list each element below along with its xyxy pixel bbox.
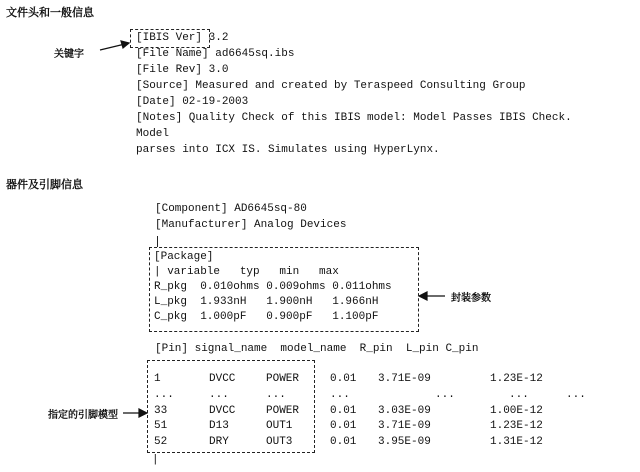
section-heading-component: 器件及引脚信息 bbox=[6, 178, 83, 191]
notes-line-cont: Model bbox=[136, 128, 170, 140]
component-line: [Component] AD6645sq-80 bbox=[155, 203, 307, 215]
lpin-cell: 3.71E-09 bbox=[378, 373, 431, 385]
file-name-line: [File Name] ad6645sq.ibs bbox=[136, 48, 295, 60]
keyword-annotation: 关键字 bbox=[54, 49, 84, 60]
package-title: [Package] bbox=[154, 251, 214, 263]
lpin-cell: ... bbox=[435, 389, 455, 401]
cpin-cell: 1.23E-12 bbox=[490, 420, 543, 432]
lpin-cell: 3.95E-09 bbox=[378, 436, 431, 448]
rpin-cell: 0.01 bbox=[330, 436, 357, 448]
connector-line bbox=[157, 236, 158, 247]
signal-cell: DVCC bbox=[209, 405, 236, 417]
manufacturer-line: [Manufacturer] Analog Devices bbox=[155, 219, 347, 231]
rpin-cell: ... bbox=[330, 389, 350, 401]
model-cell: OUT1 bbox=[266, 420, 293, 432]
package-row-l: L_pkg 1.933nH 1.900nH 1.966nH bbox=[154, 296, 379, 308]
trailing-dots: ... bbox=[566, 389, 586, 401]
lpin-cell: 3.71E-09 bbox=[378, 420, 431, 432]
lpin-cell: 3.03E-09 bbox=[378, 405, 431, 417]
model-cell: POWER bbox=[266, 373, 300, 385]
pin-cell: ... bbox=[154, 389, 174, 401]
keyword-arrow bbox=[100, 44, 125, 50]
pin-cell: 51 bbox=[154, 420, 168, 432]
ibis-ver-value: 3.2 bbox=[202, 32, 229, 44]
signal-cell: DVCC bbox=[209, 373, 236, 385]
pin-header: [Pin] signal_name model_name R_pin L_pin C_pin bbox=[155, 343, 479, 355]
rpin-cell: 0.01 bbox=[330, 373, 357, 385]
pin-arrow-head bbox=[139, 409, 147, 417]
pin-cell: 33 bbox=[154, 405, 168, 417]
model-cell: POWER bbox=[266, 405, 300, 417]
pin-cell: 1 bbox=[154, 373, 161, 385]
cpin-cell: 1.31E-12 bbox=[490, 436, 543, 448]
cpin-cell: 1.23E-12 bbox=[490, 373, 543, 385]
package-header: | variable typ min max bbox=[154, 266, 339, 278]
trailing-pipe: | bbox=[152, 454, 159, 466]
ibis-ver-line bbox=[136, 31, 228, 46]
section-heading-file-header: 文件头和一般信息 bbox=[6, 6, 94, 19]
ibis-ver-keyword: [IBIS Ver] bbox=[136, 32, 203, 44]
pin-model-annotation: 指定的引脚模型 bbox=[48, 410, 118, 421]
keyword-arrow-head bbox=[121, 41, 129, 48]
model-cell: OUT3 bbox=[266, 436, 293, 448]
source-line: [Source] Measured and created by Teraspeed Consulting Group bbox=[136, 80, 526, 92]
package-row-r: R_pkg 0.010ohms 0.009ohms 0.011ohms bbox=[154, 281, 392, 293]
package-arrow-head bbox=[419, 292, 427, 300]
package-annotation: 封装参数 bbox=[451, 293, 491, 304]
cpin-cell: 1.00E-12 bbox=[490, 405, 543, 417]
package-row-c: C_pkg 1.000pF 0.900pF 1.100pF bbox=[154, 311, 379, 323]
model-cell: ... bbox=[266, 389, 286, 401]
signal-cell: DRY bbox=[209, 436, 229, 448]
cpin-cell: ... bbox=[509, 389, 529, 401]
file-rev-line: [File Rev] 3.0 bbox=[136, 64, 229, 76]
signal-cell: ... bbox=[209, 389, 229, 401]
signal-cell: D13 bbox=[209, 420, 229, 432]
notes-line-cont2: parses into ICX IS. Simulates using HyperLynx. bbox=[136, 144, 440, 156]
notes-line: [Notes] Quality Check of this IBIS model: Model Passes IBIS Check. bbox=[136, 112, 572, 124]
date-line: [Date] 02-19-2003 bbox=[136, 96, 249, 108]
pin-cell: 52 bbox=[154, 436, 168, 448]
rpin-cell: 0.01 bbox=[330, 420, 357, 432]
rpin-cell: 0.01 bbox=[330, 405, 357, 417]
